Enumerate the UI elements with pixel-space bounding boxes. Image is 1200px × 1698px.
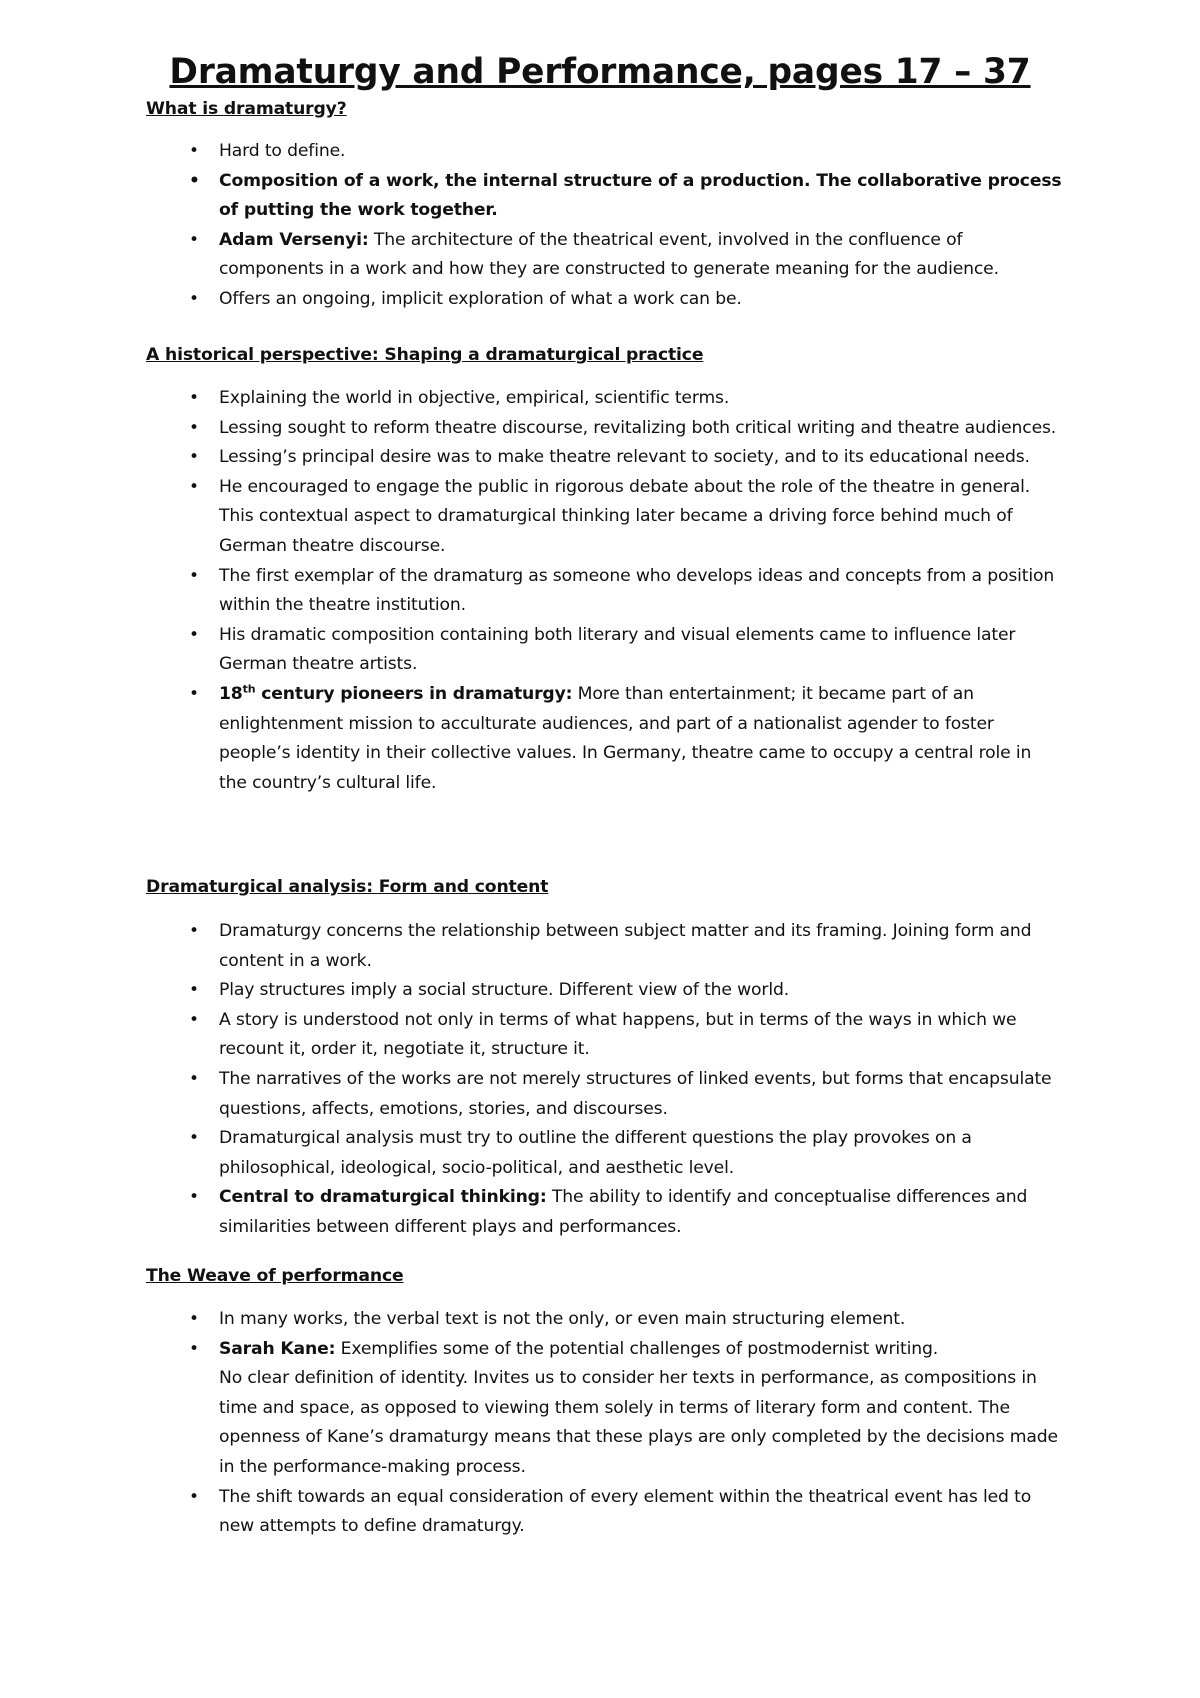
bullet-icon: • <box>189 388 199 408</box>
section-heading-dramaturgical-analysis: Dramaturgical analysis: Form and content <box>146 877 549 897</box>
section-heading-historical-perspective: A historical perspective: Shaping a dramaturgical practice <box>146 345 704 365</box>
item-lead: Sarah Kane: <box>219 1338 336 1359</box>
list-item: • Dramaturgical analysis must try to outline the different questions the play provokes on a philosophical, ideological, socio-political, and aesthetic level. <box>219 1124 1064 1183</box>
bullet-list-historical-perspective <box>0 384 1200 798</box>
list-item: • Lessing sought to reform theatre discourse, revitalizing both critical writing and theatre audiences. <box>219 414 1064 444</box>
list-item: • The narratives of the works are not merely structures of linked events, but forms that encapsulate questions, affects, emotions, stories, and discourses. <box>219 1065 1064 1124</box>
list-item: • Hard to define. <box>219 137 1064 167</box>
bullet-list-weave-of-performance <box>0 1305 1200 1542</box>
item-lead: Central to dramaturgical thinking: <box>219 1187 547 1208</box>
bullet-icon: • <box>189 1486 199 1507</box>
bullet-icon: • <box>189 683 199 704</box>
bullet-icon: • <box>189 624 199 645</box>
list-item: • He encouraged to engage the public in rigorous debate about the role of the theatre in general. This contextual aspect to dramaturgical thinking later became a driving force behind much of German theatre discourse. <box>219 473 1064 562</box>
list-item: • Sarah Kane: Exemplifies some of the potential challenges of postmodernist writing. No clear definition of identity. Invites us to consider her texts in performance, as compositions in time and space, as opposed to viewing them solely in terms of literary form and content. The openness of Kane’s dramaturgy means that these plays are only completed by the decisions made in the performance-making process. <box>219 1335 1064 1483</box>
section-heading-weave-of-performance: The Weave of performance <box>146 1266 404 1286</box>
bullet-icon: • <box>189 921 199 941</box>
bullet-list-dramaturgical-analysis <box>0 917 1200 1243</box>
bullet-icon: • <box>189 1338 199 1359</box>
list-item: • The first exemplar of the dramaturg as someone who develops ideas and concepts from a position within the theatre institution. <box>219 562 1064 621</box>
list-item: • Play structures imply a social structure. Different view of the world. <box>219 976 1064 1006</box>
list-item: • Central to dramaturgical thinking: The ability to identify and conceptualise differences and similarities between different plays and performances. <box>219 1183 1064 1242</box>
bullet-icon: • <box>189 980 199 1001</box>
list-item: • In many works, the verbal text is not the only, or even main structuring element. <box>219 1305 1064 1335</box>
list-item: • Dramaturgy concerns the relationship between subject matter and its framing. Joining form and content in a work. <box>219 917 1064 976</box>
bullet-icon: • <box>189 288 199 309</box>
list-item: • A story is understood not only in terms of what happens, but in terms of the ways in which we recount it, order it, negotiate it, structure it. <box>219 1006 1064 1065</box>
bullet-icon: • <box>189 565 199 586</box>
bullet-icon: • <box>189 476 199 497</box>
list-item: • His dramatic composition containing both literary and visual elements came to influence later German theatre artists. <box>219 621 1064 680</box>
bullet-icon: • <box>189 229 199 250</box>
list-item: • Lessing’s principal desire was to make theatre relevant to society, and to its educational needs. <box>219 443 1064 473</box>
bullet-icon: • <box>189 447 199 468</box>
bullet-icon: • <box>189 1128 199 1149</box>
list-item: • Adam Versenyi: The architecture of the theatrical event, involved in the confluence of components in a work and how they are constructed to generate meaning for the audience. <box>219 226 1064 285</box>
bullet-icon: • <box>189 1009 199 1030</box>
list-item: • Explaining the world in objective, empirical, scientific terms. <box>219 384 1064 414</box>
bullet-icon: • <box>189 1309 199 1329</box>
bullet-icon: • <box>189 1068 199 1089</box>
bullet-icon: • <box>189 417 199 438</box>
list-item: • Composition of a work, the internal structure of a production. The collaborative process of putting the work together. <box>219 167 1064 226</box>
list-item: • Offers an ongoing, implicit exploration of what a work can be. <box>219 285 1064 315</box>
item-lead: Adam Versenyi: <box>219 229 369 250</box>
bullet-icon: • <box>189 1187 199 1208</box>
list-item: • 18th century pioneers in dramaturgy: More than entertainment; it became part of an enlightenment mission to acculturate audiences, and part of a nationalist agender to foster people’s identity in their collective values. In Germany, theatre came to occupy a central role in the country’s cultural life. <box>219 680 1064 798</box>
bullet-icon: • <box>189 170 200 191</box>
document-title: Dramaturgy and Performance, pages 17 – 37 <box>169 52 1031 92</box>
item-lead: 18th century pioneers in dramaturgy: <box>219 682 573 704</box>
bullet-list-what-is-dramaturgy <box>0 137 1200 315</box>
section-heading-what-is-dramaturgy: What is dramaturgy? <box>146 99 347 119</box>
bullet-icon: • <box>189 141 199 161</box>
list-item: • The shift towards an equal consideration of every element within the theatrical event has led to new attempts to define dramaturgy. <box>219 1483 1064 1542</box>
